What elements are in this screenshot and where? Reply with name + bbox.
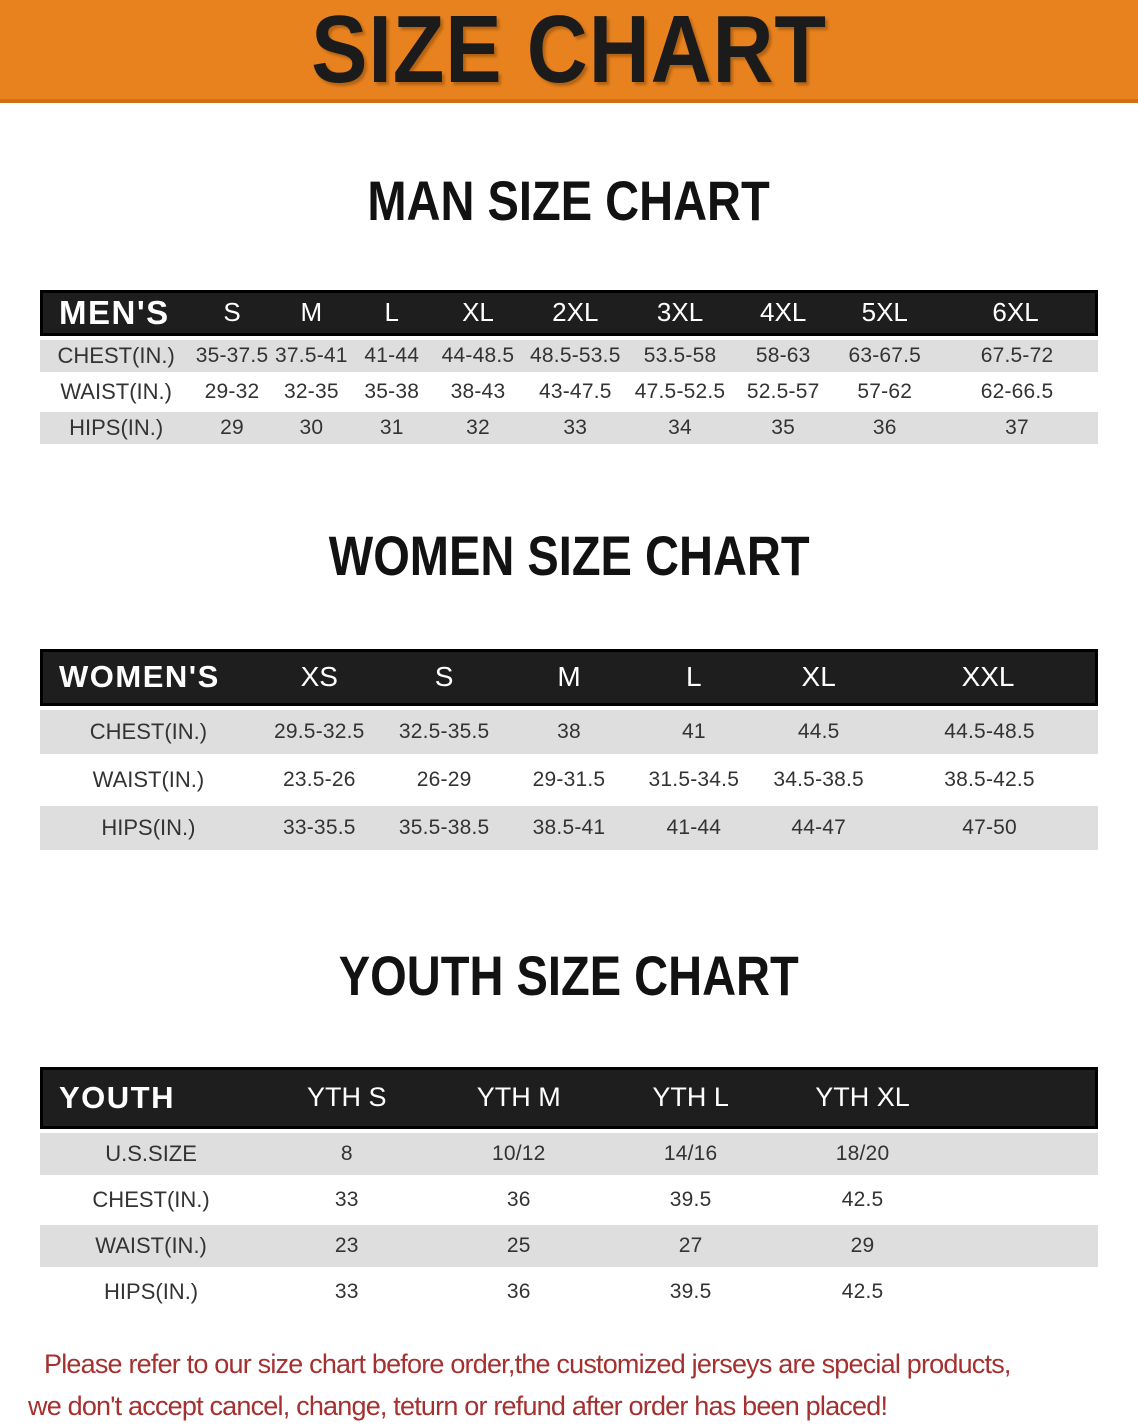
size-value-cell: 25 [506, 1233, 531, 1257]
size-value-cell: 62-66.5 [980, 379, 1054, 403]
size-value-cell: 35-38 [364, 379, 420, 403]
size-value-cell: 48.5-53.5 [530, 343, 621, 367]
size-value-cell: 14/16 [663, 1141, 718, 1165]
size-value-cell: 18/20 [835, 1141, 890, 1165]
size-column-header: XL [432, 290, 523, 336]
footer-note [0, 1343, 1138, 1427]
size-column-header: S [192, 290, 271, 336]
size-value-cell: 41 [681, 719, 706, 743]
size-value-cell: 23.5-26 [282, 767, 356, 791]
size-column-header: M [507, 649, 632, 706]
women-size-table [40, 645, 1098, 854]
size-value-cell: 30 [299, 415, 324, 439]
size-value-cell: 39.5 [669, 1279, 712, 1303]
size-value-cell: 8 [340, 1141, 353, 1165]
table-row [40, 1225, 1098, 1267]
size-value-cell: 35 [771, 415, 796, 439]
size-value-cell: 33 [563, 415, 588, 439]
size-value-cell: 29 [850, 1233, 875, 1257]
size-value-cell: 47-50 [962, 815, 1017, 839]
size-value-cell: 32-35 [284, 379, 339, 403]
youth-size-chart-section [0, 900, 1138, 1317]
size-column-header: L [351, 290, 432, 336]
size-value-cell: 29.5-32.5 [274, 719, 365, 743]
size-value-cell: 38.5-41 [532, 815, 606, 839]
size-value-cell: 41-44 [364, 343, 420, 367]
size-value-cell: 29-32 [204, 379, 260, 403]
size-column-header: 4XL [733, 290, 834, 336]
row-label: HIPS(IN.) [104, 1278, 199, 1304]
table-header-row [40, 290, 1098, 336]
table-row [40, 340, 1098, 372]
size-value-cell: 35.5-38.5 [398, 815, 490, 839]
size-value-cell: 36 [872, 415, 897, 439]
size-column-header: XS [257, 649, 382, 706]
table-row [40, 758, 1098, 802]
size-charts [0, 125, 1138, 1317]
row-label: WAIST(IN.) [95, 1232, 207, 1258]
youth-size-table [40, 1063, 1098, 1317]
table-row [40, 412, 1098, 444]
size-value-cell: 37.5-41 [275, 343, 348, 367]
women-size-chart-heading-wrap [0, 480, 1138, 633]
size-value-cell: 27 [678, 1233, 703, 1257]
table-row [40, 710, 1098, 754]
size-column-header: YTH S [262, 1067, 431, 1129]
table-row [40, 1271, 1098, 1313]
size-value-cell: 53.5-58 [643, 343, 717, 367]
table-row [40, 1179, 1098, 1221]
size-value-cell: 34.5-38.5 [773, 767, 864, 791]
size-column-header: 5XL [833, 290, 936, 336]
size-column-header: L [631, 649, 756, 706]
row-label: CHEST(IN.) [57, 342, 175, 368]
size-column-header: XL [756, 649, 881, 706]
size-column-header: YTH XL [775, 1067, 950, 1129]
footer-note-line-1: Please refer to our size chart before order,the customized jerseys are special products, [44, 1348, 1011, 1379]
size-value-cell: 67.5-72 [980, 343, 1054, 367]
youth-size-chart-heading: YOUTH SIZE CHART [339, 944, 799, 1008]
women-size-chart-heading: WOMEN SIZE CHART [328, 524, 810, 588]
size-value-cell: 47.5-52.5 [634, 379, 726, 403]
size-value-cell: 38 [557, 719, 581, 743]
size-column-header: YTH L [606, 1067, 775, 1129]
size-column-header: S [382, 649, 507, 706]
men-size-table [40, 286, 1098, 448]
size-value-cell: 10/12 [491, 1141, 546, 1165]
banner [0, 0, 1138, 103]
women-size-chart-section [0, 480, 1138, 854]
size-column-header: 2XL [523, 290, 627, 336]
man-size-chart-heading: MAN SIZE CHART [367, 169, 771, 233]
table-header-row [40, 649, 1098, 706]
row-label: U.S.SIZE [105, 1140, 197, 1166]
size-value-cell: 32 [466, 415, 490, 439]
size-value-cell: 57-62 [857, 379, 913, 403]
size-value-cell: 63-67.5 [848, 343, 922, 367]
size-value-cell: 33 [334, 1279, 359, 1303]
size-value-cell: 32.5-35.5 [398, 719, 490, 743]
size-value-cell: 31 [379, 415, 404, 439]
table-group-label: MEN'S [40, 290, 192, 336]
size-column-header: YTH M [431, 1067, 606, 1129]
size-value-cell: 52.5-57 [746, 379, 820, 403]
size-value-cell: 36 [506, 1279, 531, 1303]
size-value-cell: 33-35.5 [282, 815, 356, 839]
size-value-cell: 39.5 [669, 1187, 712, 1211]
size-value-cell: 58-63 [755, 343, 811, 367]
size-value-cell: 44-47 [791, 815, 847, 839]
row-label: HIPS(IN.) [101, 814, 196, 840]
size-value-cell: 35-37.5 [195, 343, 269, 367]
table-header-row [40, 1067, 1098, 1129]
size-value-cell: 33 [334, 1187, 359, 1211]
table-row [40, 1133, 1098, 1175]
size-value-cell: 34 [668, 415, 692, 439]
youth-size-chart-heading-wrap [0, 900, 1138, 1053]
table-group-label: WOMEN'S [40, 649, 257, 706]
size-value-cell: 44-48.5 [441, 343, 515, 367]
size-value-cell: 44.5-48.5 [944, 719, 1035, 743]
size-value-cell: 29-31.5 [532, 767, 606, 791]
blank-column-header [950, 1067, 1098, 1129]
size-value-cell: 26-29 [416, 767, 472, 791]
banner-title: SIZE CHART [311, 0, 827, 103]
size-column-header: M [272, 290, 351, 336]
size-column-header: XXL [881, 649, 1098, 706]
row-label: CHEST(IN.) [92, 1186, 210, 1212]
size-column-header: 3XL [627, 290, 733, 336]
table-row [40, 806, 1098, 850]
size-value-cell: 31.5-34.5 [648, 767, 740, 791]
row-label: CHEST(IN.) [89, 718, 208, 744]
size-value-cell: 43-47.5 [538, 379, 612, 403]
size-value-cell: 38-43 [450, 379, 506, 403]
table-group-label: YOUTH [40, 1067, 262, 1129]
size-value-cell: 42.5 [841, 1279, 884, 1303]
footer-note-line-2: we don't accept cancel, change, teturn or refund after order has been placed! [28, 1390, 888, 1421]
man-size-chart-heading-wrap [0, 125, 1138, 278]
size-value-cell: 41-44 [666, 815, 722, 839]
blank-cell [950, 1179, 1098, 1221]
man-size-chart-section [0, 125, 1138, 448]
size-value-cell: 38.5-42.5 [944, 767, 1035, 791]
size-value-cell: 44.5 [797, 719, 840, 743]
size-column-header: 6XL [936, 290, 1098, 336]
blank-cell [950, 1225, 1098, 1267]
table-row [40, 376, 1098, 408]
blank-cell [950, 1271, 1098, 1313]
blank-cell [950, 1133, 1098, 1175]
row-label: HIPS(IN.) [69, 414, 164, 440]
size-value-cell: 23 [334, 1233, 359, 1257]
size-value-cell: 42.5 [841, 1187, 884, 1211]
size-value-cell: 29 [220, 415, 244, 439]
size-value-cell: 37 [1005, 415, 1029, 439]
row-label: WAIST(IN.) [60, 378, 172, 404]
row-label: WAIST(IN.) [92, 766, 205, 792]
size-value-cell: 36 [506, 1187, 531, 1211]
